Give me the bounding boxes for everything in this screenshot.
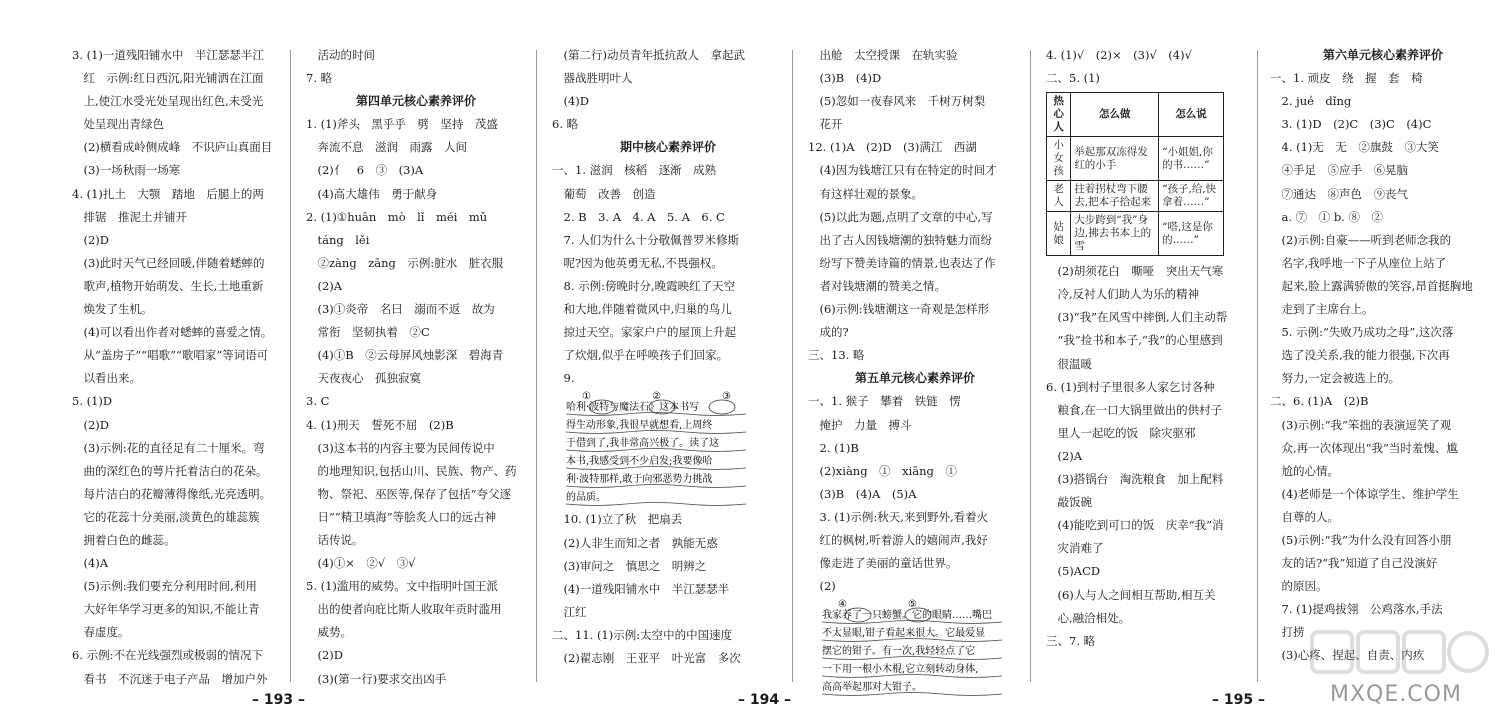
answer-line: 5. (1)滥用的威势。文中指明叶国王派	[306, 579, 498, 594]
table-header: 怎么说	[1159, 93, 1224, 137]
answer-line: 3. (1)一道残阳铺水中 半江瑟瑟半江	[72, 48, 264, 62]
answer-line: 三、13. 略	[808, 348, 865, 363]
answer-line: 红的枫树,听着游人的嬉闹声,我好	[808, 532, 988, 547]
answer-line: (6)人与人之间相互帮助,相互关	[1046, 587, 1216, 602]
answer-line: 5. (1)D	[72, 394, 113, 409]
answer-line: 6. (1)到村子里很多人家乞讨各种	[1046, 379, 1215, 394]
answer-line: 的地理知识,包括山川、民族、物产、药	[306, 463, 517, 478]
table-header: 热心人	[1047, 93, 1071, 137]
answer-line: 2. B 3. A 4. A 5. A 6. C	[552, 209, 725, 224]
answer-table	[1046, 92, 1224, 256]
answer-line: 红 示例:红日西沉,阳光铺洒在江面	[72, 71, 264, 86]
answer-line: 9.	[552, 371, 575, 386]
answer-line: 活动的时间	[306, 48, 375, 62]
answer-line: 灾消难了	[1046, 541, 1104, 556]
answer-line: 7. 人们为什么十分敬佩普罗米修斯	[552, 232, 740, 247]
answer-column-2	[306, 44, 526, 691]
answer-line: 心,融洽相处。	[1046, 610, 1131, 625]
answer-line: 像走进了美丽的童话世界。	[808, 556, 958, 571]
answer-line: 物、祭祀、巫医等,保存了包括“夸父逐	[306, 486, 512, 501]
answer-line: 3. (1)D (2)C (3)C (4)C	[1270, 117, 1432, 132]
answer-line: 12. (1)A (2)D (3)满江 西湖	[808, 140, 977, 155]
answer-line: 每片洁白的花瓣薄得像纸,光亮透明。	[72, 486, 272, 501]
passage-line: 高高举起那对大钳子。	[822, 682, 922, 694]
answer-line: 大好年华学习更多的知识,不能让青	[72, 602, 260, 617]
table-cell: 姑娘	[1047, 212, 1071, 256]
answer-column-6	[1270, 44, 1496, 668]
answer-line: 从“盖房子”“唱歌”“歌唱家”等词语可	[72, 348, 269, 363]
answer-line: 花开	[808, 117, 843, 132]
passage-line: 不太显眼,钳子看起来很大。它最爱显	[822, 628, 986, 640]
answer-line: (5)ACD	[1046, 564, 1101, 579]
correction-mark: ③	[722, 391, 731, 403]
table-cell: 老人	[1047, 181, 1071, 212]
answer-line: 的原因。	[1270, 579, 1328, 594]
answer-column-3	[552, 44, 784, 670]
answer-line: 掩护 力量 搏斗	[808, 417, 912, 432]
answer-line: (2)A	[1046, 448, 1083, 463]
answer-line: 4. (1)无 无 ②旗鼓 ③大笑	[1270, 140, 1439, 155]
answer-line: 名字,我呼地一下子从座位上站了	[1270, 255, 1447, 270]
correction-mark: ①	[582, 391, 591, 403]
answer-line: 7. 略	[306, 71, 333, 86]
answer-line: 处呈现出青绿色	[72, 117, 164, 132]
answer-line: 2. (1)B	[808, 440, 859, 455]
answer-line: 江红	[552, 604, 587, 619]
table-cell: 举起那双冻得发红的小手	[1071, 137, 1159, 181]
passage-line: 本书,我感受到不少启发;我要像哈	[566, 456, 713, 468]
answer-line: (3)审问之 慎思之 明辨之	[552, 558, 707, 573]
answer-line: 1. (1)斧头 黑乎乎 劈 坚持 茂盛	[306, 117, 498, 132]
answer-line: 成的?	[808, 325, 849, 340]
answer-line: 选了没关系,我的能力很强,下次再	[1270, 348, 1450, 363]
answer-line: 春虚度。	[72, 625, 130, 640]
answer-line: 7. (1)提鸡拔翎 公鸡落水,手法	[1270, 602, 1443, 617]
answer-line: 拥着白色的雌蕊。	[72, 532, 176, 547]
table-cell: “嗒,这是你的……”	[1159, 212, 1224, 256]
answer-line: (3)心疼、捏起、自责、内疚	[1270, 648, 1425, 663]
answer-line: (4)老师是一个体谅学生、维护学生	[1270, 486, 1459, 501]
answer-line: (4)D	[552, 94, 590, 109]
answer-column-4	[808, 44, 1022, 696]
answer-line: 纷写下赞美诗篇的情景,也表达了作	[808, 255, 996, 270]
answer-line: (4)高大雄伟 勇于献身	[306, 186, 438, 201]
answer-line: (2)示例:自豪——听到老师念我的	[1270, 232, 1452, 247]
answer-line: 很温暖	[1046, 356, 1092, 371]
answer-line: (4)A	[72, 556, 109, 571]
answer-line: (2)横看成岭侧成峰 不识庐山真面目	[72, 140, 273, 155]
answer-line: (2)	[808, 579, 836, 594]
answer-line: (3)此时天气已经回暖,伴随着蟋蟀的	[72, 255, 265, 270]
answer-line: 器战胜明叶人	[552, 71, 633, 86]
answer-line: 和大地,伴随着微风中,归巢的鸟儿	[552, 302, 732, 317]
answer-line: (2)亻 6 ③ (3)A	[306, 163, 424, 178]
passage-line: 一下用一根小木棍,它立刻转动身体,	[822, 664, 979, 676]
answer-line: (2)xiàng ① xiāng ①	[808, 463, 957, 478]
correction-mark: ⑤	[908, 599, 917, 611]
answer-line: (5)示例:我们要充分利用时间,利用	[72, 579, 257, 594]
column-divider	[536, 50, 537, 682]
answer-line: (第二行)动员青年抵抗敌人 拿起武	[552, 48, 745, 62]
passage-line: 的品质。	[566, 492, 606, 504]
answer-line: 葡萄 改善 创造	[552, 186, 656, 201]
answer-line: 6. 示例:不在光线强烈或极弱的情况下	[72, 648, 264, 663]
page-number-194: – 194 –	[738, 692, 791, 708]
answer-line: 二、6. (1)A (2)B	[1270, 394, 1369, 409]
answer-line: 2. (1)①huān mò lǐ méi mǔ	[306, 209, 488, 224]
answer-line: (3)B (4)A (5)A	[808, 486, 917, 501]
answer-line: 出了古人因钱塘潮的独特魅力而纷	[808, 232, 992, 247]
table-header: 怎么做	[1071, 93, 1159, 137]
answer-line: (3)①炎帝 名曰 溺而不返 故为	[306, 302, 495, 317]
answer-line: 威势。	[306, 625, 352, 640]
table-cell: 大步跨到“我”身边,拂去书本上的雪	[1071, 212, 1159, 256]
answer-line: 众,再一次体现出“我”当时羞愧、尴	[1270, 440, 1458, 455]
table-cell: 拄着拐杖弯下腰去,把本子拾起来	[1071, 181, 1159, 212]
answer-line: 2. jué dǐng	[1270, 94, 1352, 109]
answer-line: 打捞	[1270, 625, 1305, 640]
answer-line: (3)示例:花的直径足有二十厘米。弯	[72, 440, 265, 455]
answer-column-1	[72, 44, 282, 691]
answer-line: (2)D	[72, 417, 110, 432]
answer-line: (3)(第一行)要求交出凶手	[306, 671, 447, 686]
answer-line: (2)翟志刚 王亚平 叶光富 多次	[552, 650, 741, 665]
answer-line: 天夜夜心 孤独寂寞	[306, 371, 421, 386]
passage-line: 利·波特那样,敢于向邪恶势力挑战	[566, 474, 713, 486]
column-divider	[792, 50, 793, 682]
passage-line: 我家养了一只螃蟹。它的眼睛……嘴巴	[822, 610, 992, 622]
answer-line: 奔流不息 滋润 雨露 人间	[306, 140, 467, 155]
answer-line: 冷,反衬人们助人为乐的精神	[1046, 287, 1200, 302]
answer-line: 敲饭碗	[1046, 495, 1092, 510]
answer-line: (2)胡须花白 嘶哑 突出天气寒	[1046, 264, 1224, 279]
answer-line: 尬的心情。	[1270, 463, 1339, 478]
answer-line: 努力,一定会被选上的。	[1270, 371, 1401, 386]
answer-line: (4)能吃到可口的饭 庆幸“我”消	[1046, 518, 1224, 533]
answer-line: 5. 示例:“失败乃成功之母”,这次落	[1270, 325, 1454, 340]
answer-line: 二、11. (1)示例:太空中的中国速度	[552, 627, 733, 642]
section-heading: 第四单元核心素养评价	[355, 94, 476, 109]
answer-line: (5)示例:“我”为什么没有回答小朋	[1270, 532, 1452, 547]
answer-line: 掠过天空。家家户户的屋顶上升起	[552, 325, 736, 340]
table-cell: “孩子,给,快拿着……”	[1159, 181, 1224, 212]
table-row	[1047, 181, 1224, 212]
answer-line: 走到了主席台上。	[1270, 302, 1374, 317]
answer-line: 上,使江水受光处呈现出红色,未受光	[72, 94, 264, 109]
answer-line: (3)“我”在风雪中摔倒,人们主动帮	[1046, 310, 1228, 325]
column-divider	[1257, 50, 1258, 682]
answer-line: 4. (1)扎土 大颚 踏地 后腿上的两	[72, 186, 264, 201]
table-cell: 小女孩	[1047, 137, 1071, 181]
answer-line: (4)可以看出作者对蟋蟀的喜爱之情。	[72, 325, 273, 340]
answer-line: 一、1. 滋润 核稻 逐渐 成熟	[552, 163, 717, 178]
answer-column-5	[1046, 44, 1248, 653]
answer-line: 日”“精卫填海”等脍炙人口的远古神	[306, 509, 497, 524]
answer-line: (4)①× ②√ ③√	[306, 556, 416, 571]
page-number-193: – 193 –	[252, 692, 305, 708]
annotated-passage	[808, 598, 1028, 696]
answer-line: 了炊烟,似乎在呼唤孩子们回家。	[552, 348, 729, 363]
answer-line: 常衔 坚韧执着 ②C	[306, 325, 430, 340]
answer-line: 自尊的人。	[1270, 509, 1339, 524]
answer-line: 呢?因为他英勇无私,不畏强权。	[552, 255, 723, 270]
answer-line: 粮食,在一口大锅里做出的供村子	[1046, 402, 1223, 417]
answer-line: 起来,脸上露满骄傲的笑容,昂首挺胸地	[1270, 278, 1473, 293]
answer-line: 3. (1)示例:秋天,来到野外,看着火	[808, 509, 989, 524]
section-heading: 第六单元核心素养评价	[1322, 48, 1443, 62]
passage-line: 哈利·波特与魔法石》这本书写	[566, 402, 700, 414]
column-divider	[1030, 50, 1031, 682]
answer-line: 者对钱塘潮的赞美之情。	[808, 278, 946, 293]
answer-line: (4)一道残阳铺水中 半江瑟瑟半	[552, 581, 730, 596]
answer-line: 8. 示例:傍晚时分,晚霞映红了天空	[552, 278, 736, 293]
answer-line: (6)示例:钱塘潮这一奇观是怎样形	[808, 302, 990, 317]
answer-line: 一、1. 猴子 攀着 铁链 愣	[808, 394, 961, 409]
answer-line: 3. C	[306, 394, 330, 409]
answer-line: 看书 不沉迷于电子产品 增加户外	[72, 671, 268, 686]
answer-line: 话传说。	[306, 532, 364, 547]
answer-line: 6. 略	[552, 117, 579, 132]
answer-line: (5)忽如一夜春风来 千树万树梨	[808, 94, 986, 109]
passage-line: 摆它的钳子。有一次,我轻轻点了它	[822, 646, 976, 658]
watermark-text: MXQE.COM	[1330, 682, 1462, 707]
answer-line: (2)D	[306, 648, 344, 663]
answer-line: (3)B (4)D	[808, 71, 882, 86]
answer-line: (4)因为钱塘江只有在特定的时间才	[808, 163, 997, 178]
answer-line: (3)一场秋雨一场寒	[72, 163, 181, 178]
correction-mark: ②	[652, 391, 661, 403]
annotated-passage	[552, 390, 772, 508]
answer-line: (2)A	[306, 278, 343, 293]
answer-line: 友的话?“我”知道了自己没演好	[1270, 556, 1438, 571]
answer-line: (4)①B ②云母屏风烛影深 碧海青	[306, 348, 504, 363]
answer-line: ④手足 ⑤应手 ⑥晃脑	[1270, 163, 1408, 178]
answer-line: 4. (1)√ (2)× (3)√ (4)√	[1046, 48, 1192, 62]
answer-line: a. ⑦ ① b. ⑧ ②	[1270, 209, 1383, 224]
page-number-195: – 195 –	[1212, 692, 1265, 708]
answer-line: 二、5. (1)	[1046, 71, 1100, 86]
answer-line: (3)这本书的内容主要为民间传说中	[306, 440, 495, 455]
answer-line: 它的花蕊十分美丽,淡黄色的雄蕊簇	[72, 509, 260, 524]
answer-line: 里人一起吃的饭 除灾驱邪	[1046, 425, 1196, 440]
answer-line: (2)人非生而知之者 孰能无惑	[552, 535, 718, 550]
answer-line: 以看出来。	[72, 371, 141, 386]
table-cell: “小姐姐,你的书……”	[1159, 137, 1224, 181]
passage-line: 得生动形象,我很早就想看,上周终	[566, 420, 713, 432]
correction-mark: ④	[838, 599, 847, 611]
answer-line: “我”捡书和本子,“我”的心里感到	[1046, 333, 1223, 348]
answer-line: (5)以此为题,点明了文章的中心,写	[808, 209, 993, 224]
answer-line: 曲的深红色的萼片托着洁白的花朵。	[72, 463, 268, 478]
answer-line: ⑦通达 ⑧声色 ⑨丧气	[1270, 186, 1408, 201]
column-divider	[290, 50, 291, 682]
answer-line: 排锯 推泥土并铺开	[72, 209, 187, 224]
answer-line: 一、1. 顽皮 绕 握 套 椅	[1270, 71, 1423, 86]
table-row	[1047, 137, 1224, 181]
answer-line: 出舱 太空授课 在轨实验	[808, 48, 958, 62]
section-heading: 第五单元核心素养评价	[854, 371, 975, 386]
answer-line: 出的使者向庇比斯人收取年贡时滥用	[306, 602, 502, 617]
answer-line: 有这样壮观的景象。	[808, 186, 923, 201]
answer-line: 焕发了生机。	[72, 302, 153, 317]
answer-line: 10. (1)立了秋 把扇丢	[552, 512, 683, 527]
section-heading: 期中核心素养评价	[619, 140, 716, 155]
answer-line: 4. (1)刑天 誓死不屈 (2)B	[306, 417, 454, 432]
answer-line: (3)搭锅台 淘洗粮食 加上配料	[1046, 472, 1224, 487]
passage-line: 于借到了,我非常高兴极了。读了这	[566, 438, 720, 450]
answer-line: (2)D	[72, 232, 110, 247]
answer-line: 三、7. 略	[1046, 633, 1096, 648]
table-row	[1047, 212, 1224, 256]
correction-circle	[709, 400, 735, 414]
answer-line: 歌声,植物开始萌发、生长,土地重新	[72, 278, 264, 293]
answer-line: táng lěi	[306, 232, 370, 247]
answer-line: (3)示例:“我”笨拙的表演逗笑了观	[1270, 417, 1452, 432]
answer-line: ②zàng zāng 示例:脏水 脏衣服	[306, 255, 504, 270]
